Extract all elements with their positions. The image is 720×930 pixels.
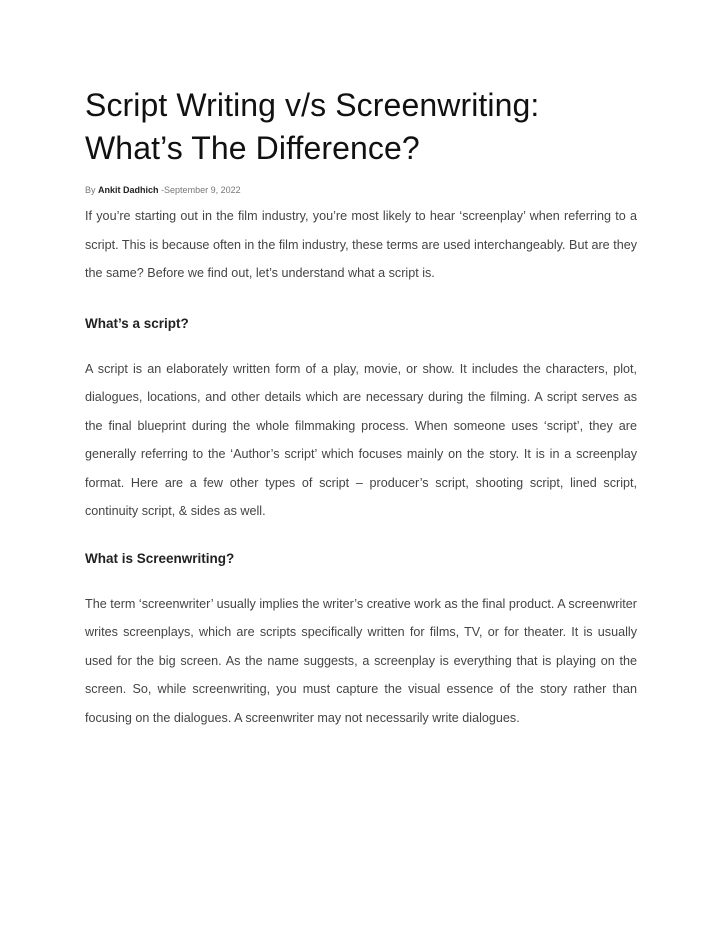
- section-heading-script: What’s a script?: [85, 315, 189, 331]
- section-body-screenwriting: The term ‘screenwriter’ usually implies the writer’s creative work as the final product. A screenwriter writes screenplays, which are scripts specifically written for films, TV, or for theater. It is usually used for the big screen. As the name suggests, a screenplay is everything that is playing on the screen. So, while screenwriting, you must capture the visual essence of the story rather than focusing on the dialogues. A screenwriter may not necessarily write dialogues.: [85, 596, 637, 725]
- intro-paragraph: If you’re starting out in the film industry, you’re most likely to hear ‘screenplay’ when referring to a script. This is because often in the film industry, these terms are used interchangeably. But are they the same? Before we find out, let’s understand what a script is.: [85, 209, 637, 280]
- publish-date: September 9, 2022: [164, 185, 241, 195]
- section-heading-screenwriting: What is Screenwriting?: [85, 550, 235, 566]
- author-link[interactable]: Ankit Dadhich: [98, 185, 159, 195]
- byline-by-label: By: [85, 185, 96, 195]
- article: [85, 84, 637, 732]
- article-title: Script Writing v/s Screenwriting: What’s The Difference?: [85, 87, 540, 166]
- byline: [85, 184, 637, 196]
- byline-separator: -: [158, 185, 165, 195]
- section-body-script: A script is an elaborately written form of a play, movie, or show. It includes the characters, plot, dialogues, locations, and other details which are necessary during the filming. A script serves as the final blueprint during the whole filmmaking process. When someone uses ‘script’, they are generally referring to the ‘Author’s script’ which focuses mainly on the story. It is in a screenplay format. Here are a few other types of script – producer’s script, shooting script, lined script, continuity script, & sides as well.: [85, 361, 637, 518]
